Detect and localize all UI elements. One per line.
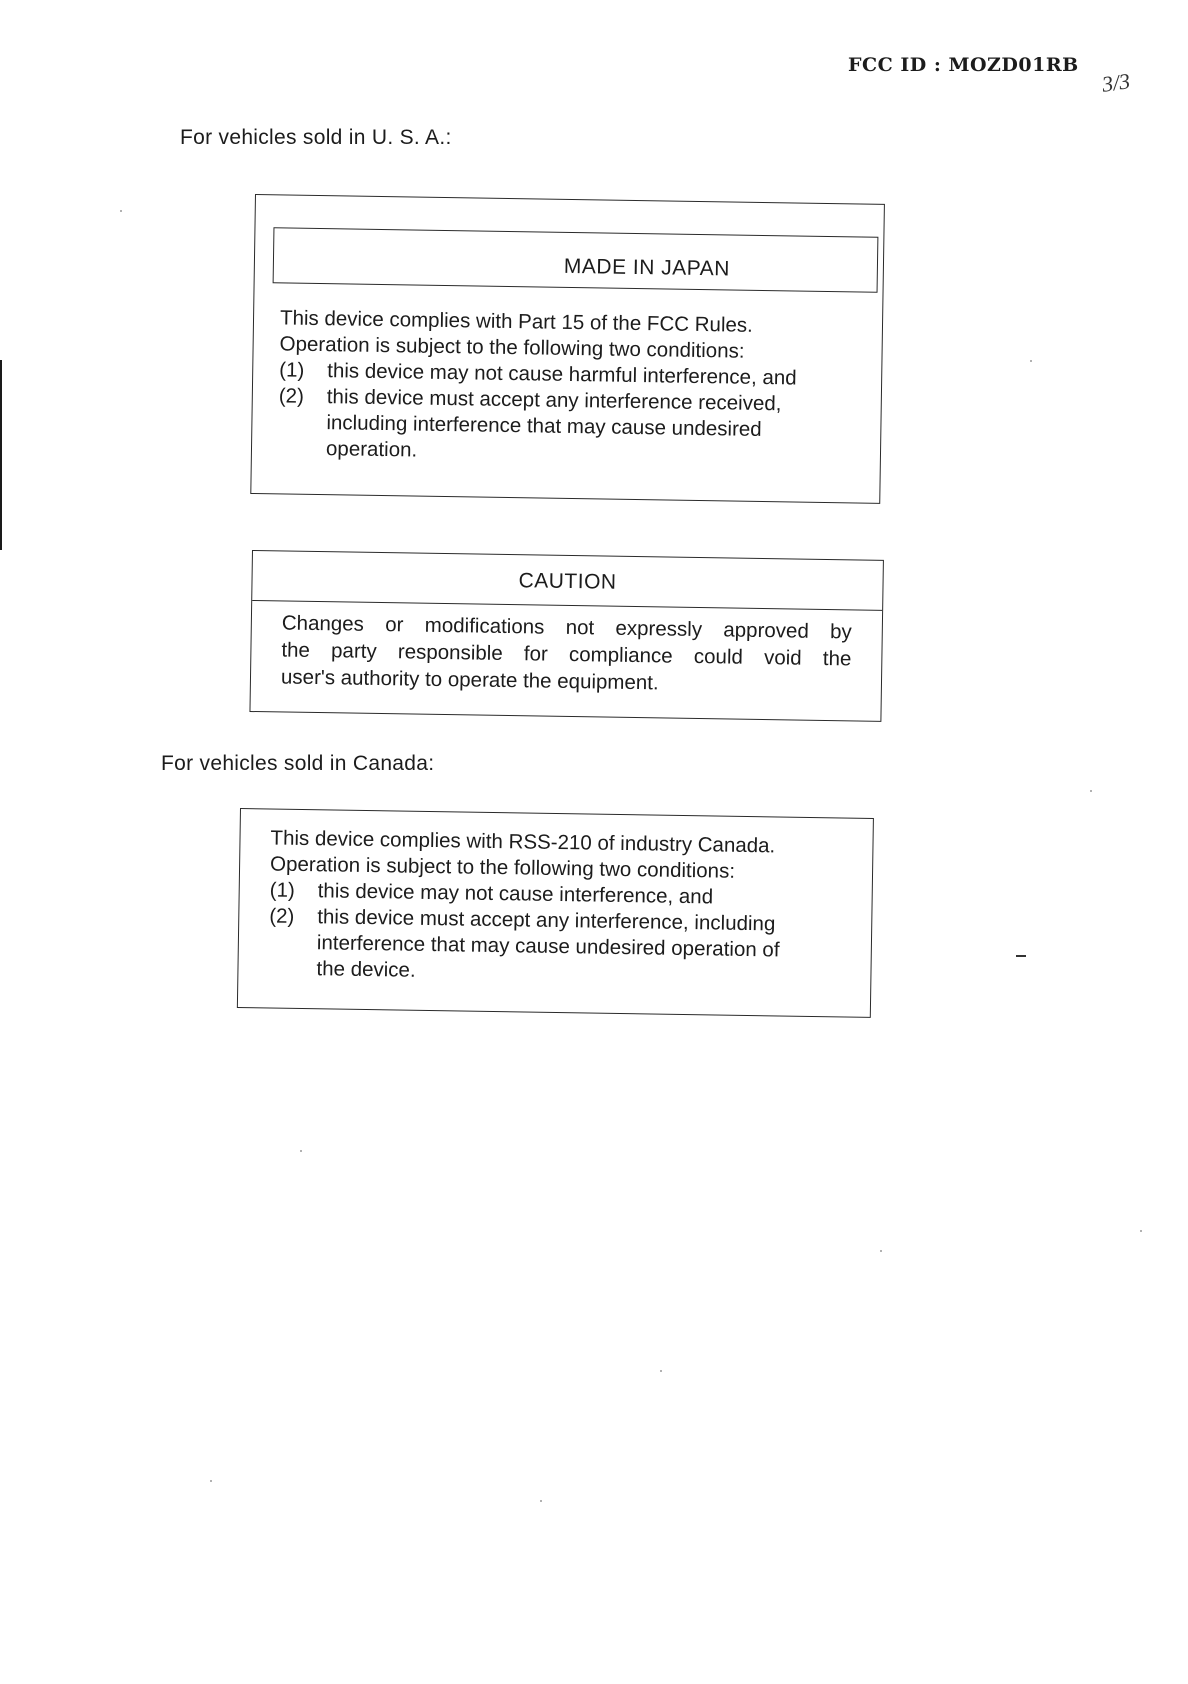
- made-in-japan-banner: [273, 227, 879, 292]
- page-number: 3/3: [1100, 68, 1132, 97]
- canada-label-text: [268, 825, 781, 989]
- usa-label-line1: This device complies with Part 15 of the FCC Rules.: [279, 306, 754, 337]
- condition-line: this device must accept any interference received,: [326, 385, 782, 416]
- scan-speck: [1140, 1230, 1142, 1232]
- condition-line: operation.: [325, 437, 418, 462]
- usa-label-line2: Operation is subject to the following two conditions:: [279, 332, 745, 363]
- condition-line: interference that may cause undesired operation of: [316, 931, 780, 962]
- condition-line: this device may not cause interference, and: [317, 879, 714, 909]
- usa-heading: For vehicles sold in U. S. A.:: [180, 126, 452, 149]
- condition-number: (2): [278, 384, 305, 408]
- scan-speck: [540, 1500, 542, 1502]
- canada-heading: For vehicles sold in Canada:: [161, 752, 435, 775]
- canada-condition-2: [268, 903, 780, 989]
- scan-speck: [210, 1480, 212, 1482]
- condition-line: this device may not cause harmful interference, and: [327, 359, 797, 390]
- condition-line: the device.: [316, 957, 416, 982]
- scan-speck: [120, 210, 122, 212]
- condition-line: this device must accept any interference, including: [317, 905, 776, 936]
- scan-edge-mark: [0, 360, 2, 550]
- scan-speck: [1090, 790, 1092, 792]
- condition-number: (1): [279, 358, 305, 382]
- caution-line: user's authority to operate the equipment.: [280, 665, 659, 695]
- canada-label-line2: Operation is subject to the following two conditions:: [269, 852, 736, 883]
- caution-line: Changes or modifications not expressly approved by: [281, 611, 852, 644]
- usa-fcc-label: [250, 194, 885, 504]
- scan-speck: [1016, 955, 1026, 957]
- condition-line: including interference that may cause undesired: [326, 411, 762, 441]
- caution-text: [281, 609, 852, 699]
- banner-text: MADE IN JAPAN: [563, 254, 731, 281]
- caution-line: the party responsible for compliance could void the: [281, 638, 852, 671]
- usa-label-text: [278, 305, 798, 469]
- condition-number: (1): [269, 878, 295, 902]
- scan-speck: [1030, 360, 1032, 362]
- scan-speck: [660, 1370, 662, 1372]
- scan-speck: [300, 1150, 302, 1152]
- canada-ic-label: [237, 808, 874, 1018]
- caution-label: [249, 550, 883, 722]
- scan-speck: [880, 1250, 882, 1252]
- canada-label-line1: This device complies with RSS-210 of industry Canada.: [270, 826, 776, 858]
- usa-condition-2: [278, 383, 797, 469]
- condition-number: (2): [269, 904, 295, 928]
- caution-title: CAUTION: [252, 551, 883, 611]
- fcc-id: FCC ID : MOZD01RB: [848, 54, 1079, 76]
